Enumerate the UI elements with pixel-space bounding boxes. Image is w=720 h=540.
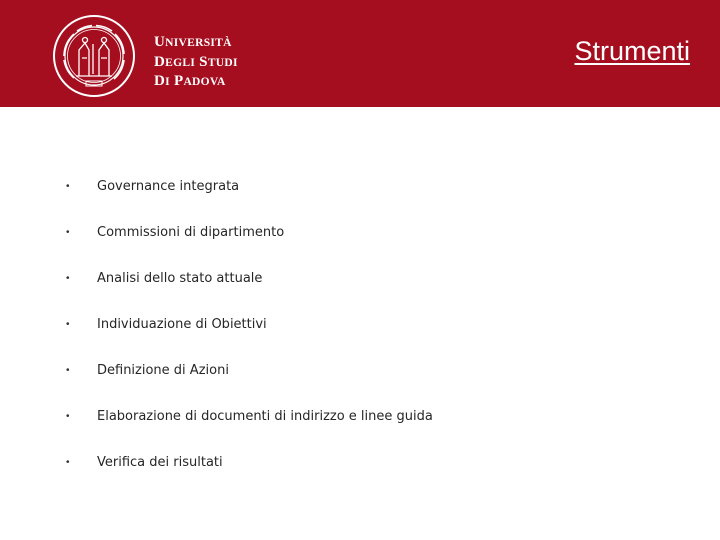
list-item bbox=[66, 362, 433, 408]
list-item-text: Definizione di Azioni bbox=[97, 363, 229, 378]
list-item-text: Verifica dei risultati bbox=[97, 455, 223, 470]
list-item-text: Commissioni di dipartimento bbox=[97, 225, 285, 240]
slide-title: Strumenti bbox=[574, 36, 690, 66]
slide-header bbox=[0, 0, 720, 107]
university-name-line-3: DI PADOVA bbox=[154, 73, 226, 89]
university-name-line-2: DEGLI STUDI bbox=[154, 53, 238, 70]
bullet-icon: • bbox=[66, 273, 70, 284]
bullet-icon: • bbox=[66, 319, 70, 330]
list-item bbox=[66, 178, 433, 224]
bullet-icon: • bbox=[66, 457, 70, 468]
list-item-text: Elaborazione di documenti di indirizzo e linee guida bbox=[97, 409, 433, 424]
list-item-text: Analisi dello stato attuale bbox=[97, 271, 263, 286]
bullet-icon: • bbox=[66, 227, 70, 238]
list-item-text: Individuazione di Obiettivi bbox=[97, 317, 267, 332]
university-seal-icon bbox=[52, 14, 136, 98]
list-item bbox=[66, 454, 433, 500]
university-name bbox=[154, 33, 238, 92]
bullet-icon: • bbox=[66, 411, 70, 422]
university-name-line-1: UNIVERSITÀ bbox=[154, 34, 232, 50]
list-item bbox=[66, 270, 433, 316]
bullet-list bbox=[66, 178, 433, 500]
list-item bbox=[66, 224, 433, 270]
bullet-icon: • bbox=[66, 181, 70, 192]
list-item-text: Governance integrata bbox=[97, 179, 240, 194]
list-item bbox=[66, 408, 433, 454]
list-item bbox=[66, 316, 433, 362]
bullet-icon: • bbox=[66, 365, 70, 376]
